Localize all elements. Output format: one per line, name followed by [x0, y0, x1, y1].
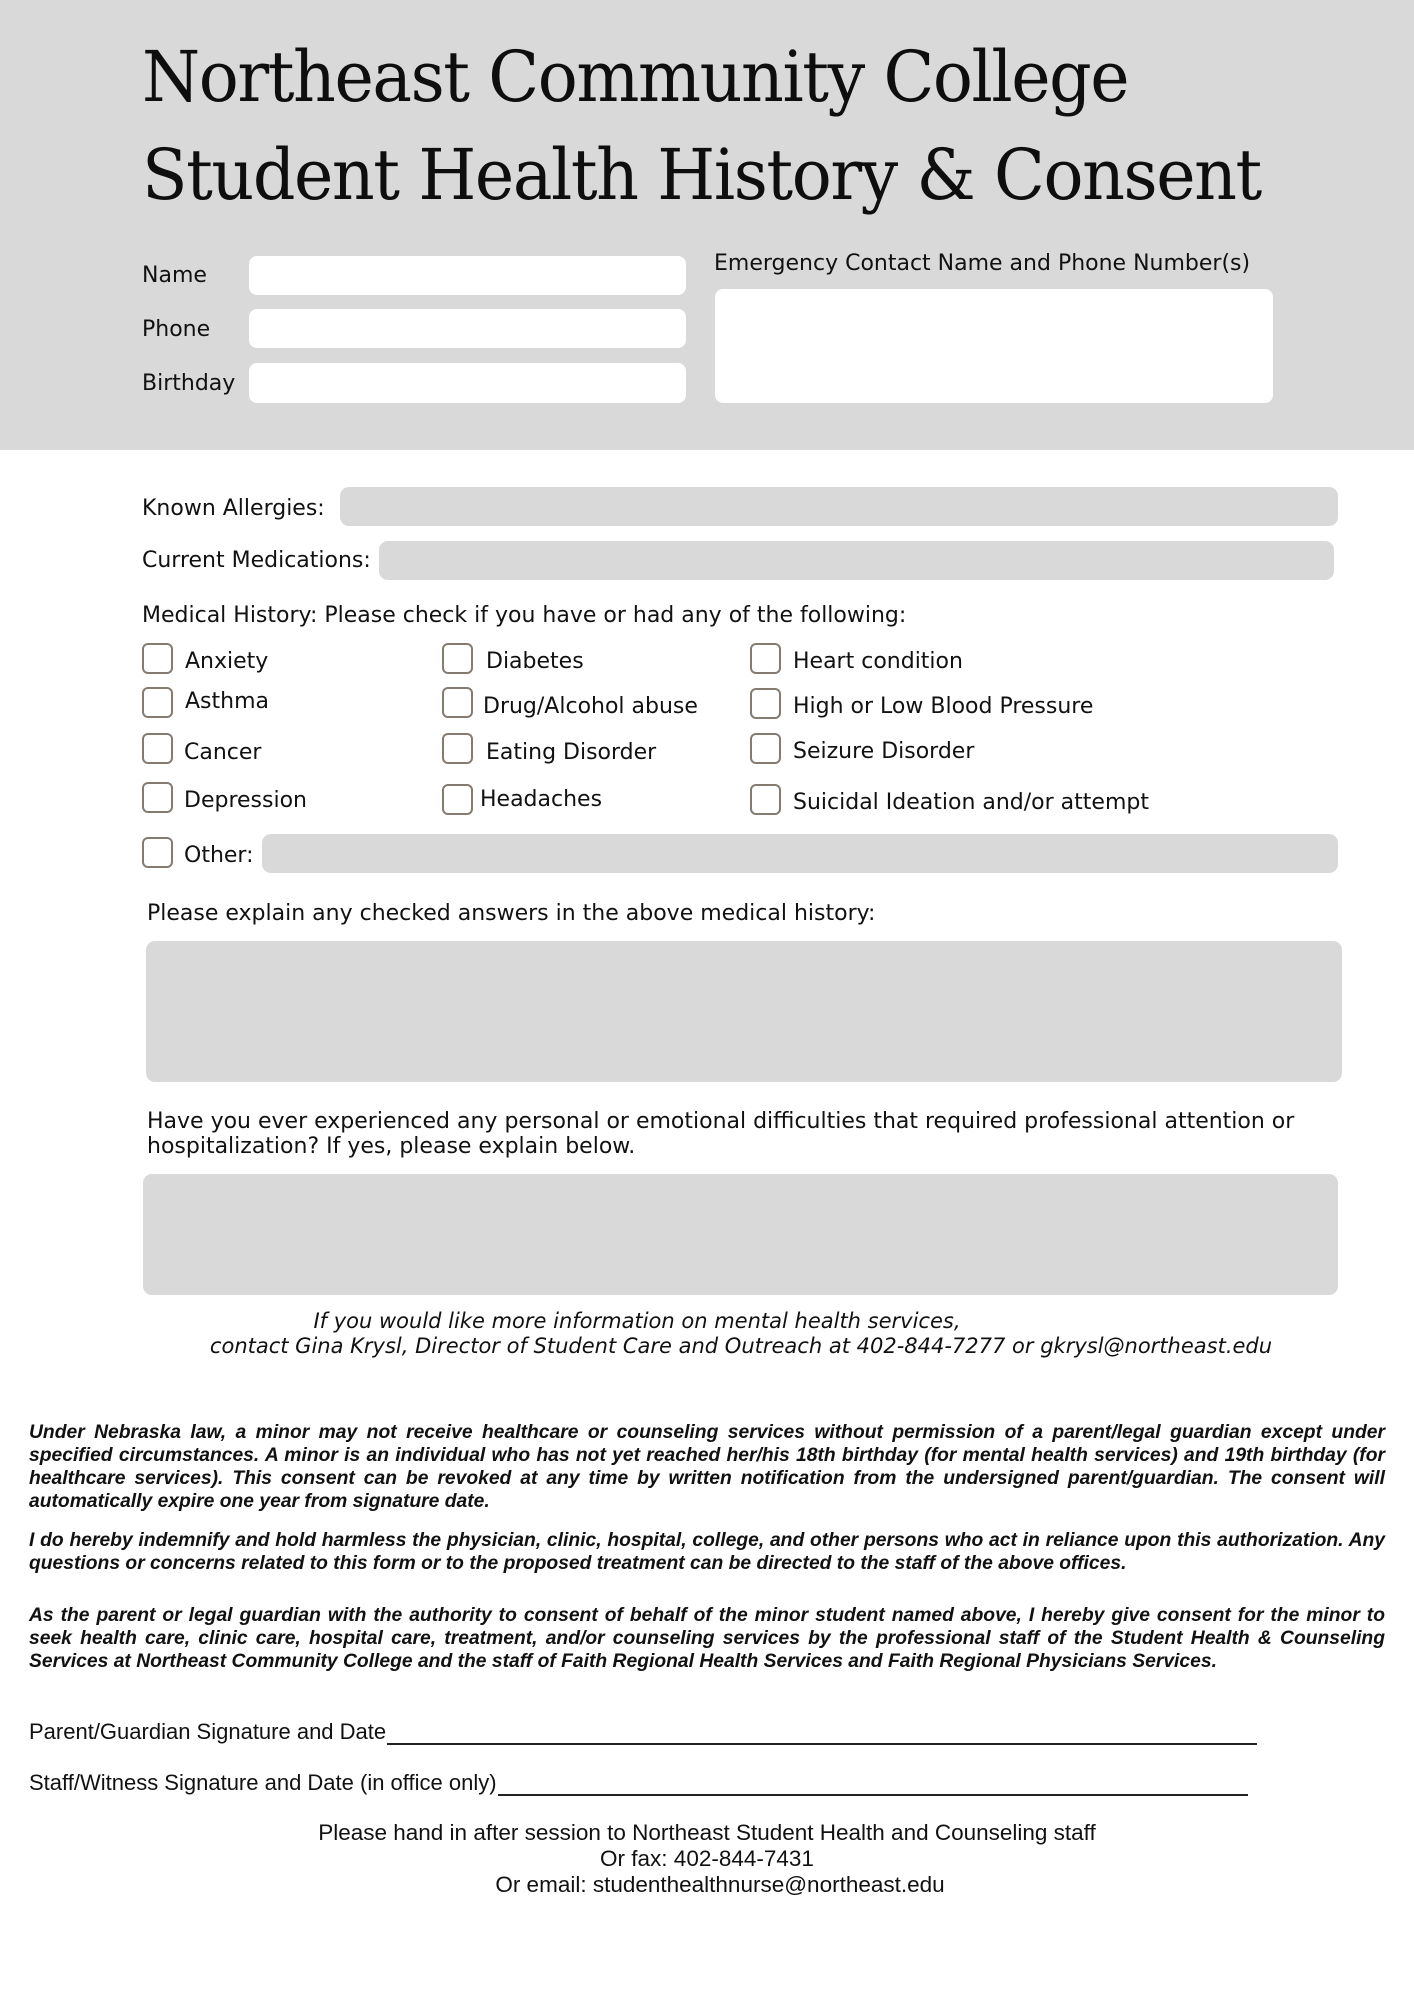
- staff-signature-label: Staff/Witness Signature and Date (in office only): [29, 1770, 497, 1795]
- name-input[interactable]: [249, 256, 686, 295]
- birthday-input[interactable]: [249, 363, 686, 403]
- allergies-label: Known Allergies:: [142, 496, 325, 521]
- checkbox-seizure-disorder[interactable]: [750, 733, 781, 764]
- emergency-contact-label: Emergency Contact Name and Phone Number(s): [714, 251, 1251, 276]
- medications-input[interactable]: [379, 541, 1334, 580]
- checkbox-diabetes[interactable]: [442, 643, 473, 674]
- condition-label-diabetes: Diabetes: [486, 649, 584, 674]
- medical-history-prompt: Medical History: Please check if you have or had any of the following:: [142, 603, 907, 628]
- footer-fax: Or fax: 402-844-7431: [600, 1846, 814, 1871]
- checkbox-cancer[interactable]: [142, 733, 173, 764]
- condition-label-depression: Depression: [184, 788, 307, 813]
- form-title: Student Health History & Consent: [142, 134, 1261, 216]
- name-label: Name: [142, 263, 207, 288]
- condition-label-suicidal-ideation: Suicidal Ideation and/or attempt: [793, 790, 1149, 815]
- emergency-contact-input[interactable]: [715, 289, 1273, 403]
- condition-label-seizure-disorder: Seizure Disorder: [793, 739, 975, 764]
- parent-signature-label: Parent/Guardian Signature and Date: [29, 1719, 387, 1744]
- parent-signature-line[interactable]: [387, 1725, 1257, 1745]
- checkbox-other[interactable]: [142, 837, 173, 868]
- legal-paragraph-consent: As the parent or legal guardian with the authority to consent of behalf of the minor student named above, I hereby give consent for the minor to seek health care, clinic care, hospital care, treatment, and/or counseling services by the professional staff of the Student Health & Counseling Services at Northeast Community College and the staff of Faith Regional Health Services and Faith Regional Physicians Services.: [29, 1605, 1385, 1672]
- parent-signature-row: [29, 1719, 1257, 1745]
- condition-label-cancer: Cancer: [184, 740, 262, 765]
- explain-textarea[interactable]: [146, 941, 1342, 1082]
- birthday-label: Birthday: [142, 371, 236, 396]
- condition-label-heart-condition: Heart condition: [793, 649, 963, 674]
- checkbox-heart-condition[interactable]: [750, 643, 781, 674]
- header-band: [0, 0, 1414, 450]
- legal-paragraph-indemnify: I do hereby indemnify and hold harmless the physician, clinic, hospital, college, and other persons who act in reliance upon this authorization. Any questions or concerns related to this form or to the proposed treatment can be directed to the staff of the above offices.: [29, 1530, 1385, 1574]
- checkbox-drug-alcohol-abuse[interactable]: [442, 687, 473, 718]
- footer-hand-in: Please hand in after session to Northeast Student Health and Counseling staff: [318, 1820, 1096, 1845]
- condition-label-eating-disorder: Eating Disorder: [486, 740, 657, 765]
- staff-signature-row: [29, 1770, 1248, 1796]
- checkbox-blood-pressure[interactable]: [750, 688, 781, 719]
- other-label: Other:: [184, 843, 254, 868]
- checkbox-depression[interactable]: [142, 782, 173, 813]
- other-input[interactable]: [262, 834, 1338, 873]
- footer-email: Or email: studenthealthnurse@northeast.edu: [495, 1872, 945, 1897]
- checkbox-eating-disorder[interactable]: [442, 733, 473, 764]
- staff-signature-line[interactable]: [498, 1776, 1248, 1796]
- checkbox-headaches[interactable]: [442, 784, 473, 815]
- legal-paragraph-minor-law: Under Nebraska law, a minor may not receive healthcare or counseling services without permission of a parent/legal guardian except under specified circumstances. A minor is an individual who has not yet reached her/his 18th birthday (for mental health services) and 19th birthday (for healthcare services). This consent can be revoked at any time by written notification from the undersigned parent/guardian. The consent will automatically expire one year from signature date.: [29, 1422, 1385, 1512]
- medications-label: Current Medications:: [142, 548, 371, 573]
- explain-prompt: Please explain any checked answers in the above medical history:: [147, 901, 876, 926]
- emotional-prompt-line2: hospitalization? If yes, please explain below.: [147, 1134, 636, 1159]
- condition-label-headaches: Headaches: [480, 787, 603, 812]
- emotional-textarea[interactable]: [143, 1174, 1338, 1295]
- allergies-input[interactable]: [340, 487, 1338, 526]
- college-title: Northeast Community College: [142, 36, 1129, 118]
- mental-health-info-line2: contact Gina Krysl, Director of Student Care and Outreach at 402-844-7277 or gkrysl@northeast.edu: [209, 1334, 1273, 1358]
- emotional-prompt-line1: Have you ever experienced any personal or emotional difficulties that required professional attention or: [147, 1109, 1295, 1134]
- checkbox-asthma[interactable]: [142, 687, 173, 718]
- condition-label-asthma: Asthma: [185, 689, 269, 714]
- condition-label-drug-alcohol-abuse: Drug/Alcohol abuse: [483, 694, 698, 719]
- condition-label-blood-pressure: High or Low Blood Pressure: [793, 694, 1094, 719]
- checkbox-anxiety[interactable]: [142, 643, 173, 674]
- phone-input[interactable]: [249, 309, 686, 348]
- condition-label-anxiety: Anxiety: [185, 649, 269, 674]
- mental-health-info-line1: If you would like more information on mental health services,: [313, 1309, 961, 1333]
- phone-label: Phone: [142, 317, 211, 342]
- checkbox-suicidal-ideation[interactable]: [750, 784, 781, 815]
